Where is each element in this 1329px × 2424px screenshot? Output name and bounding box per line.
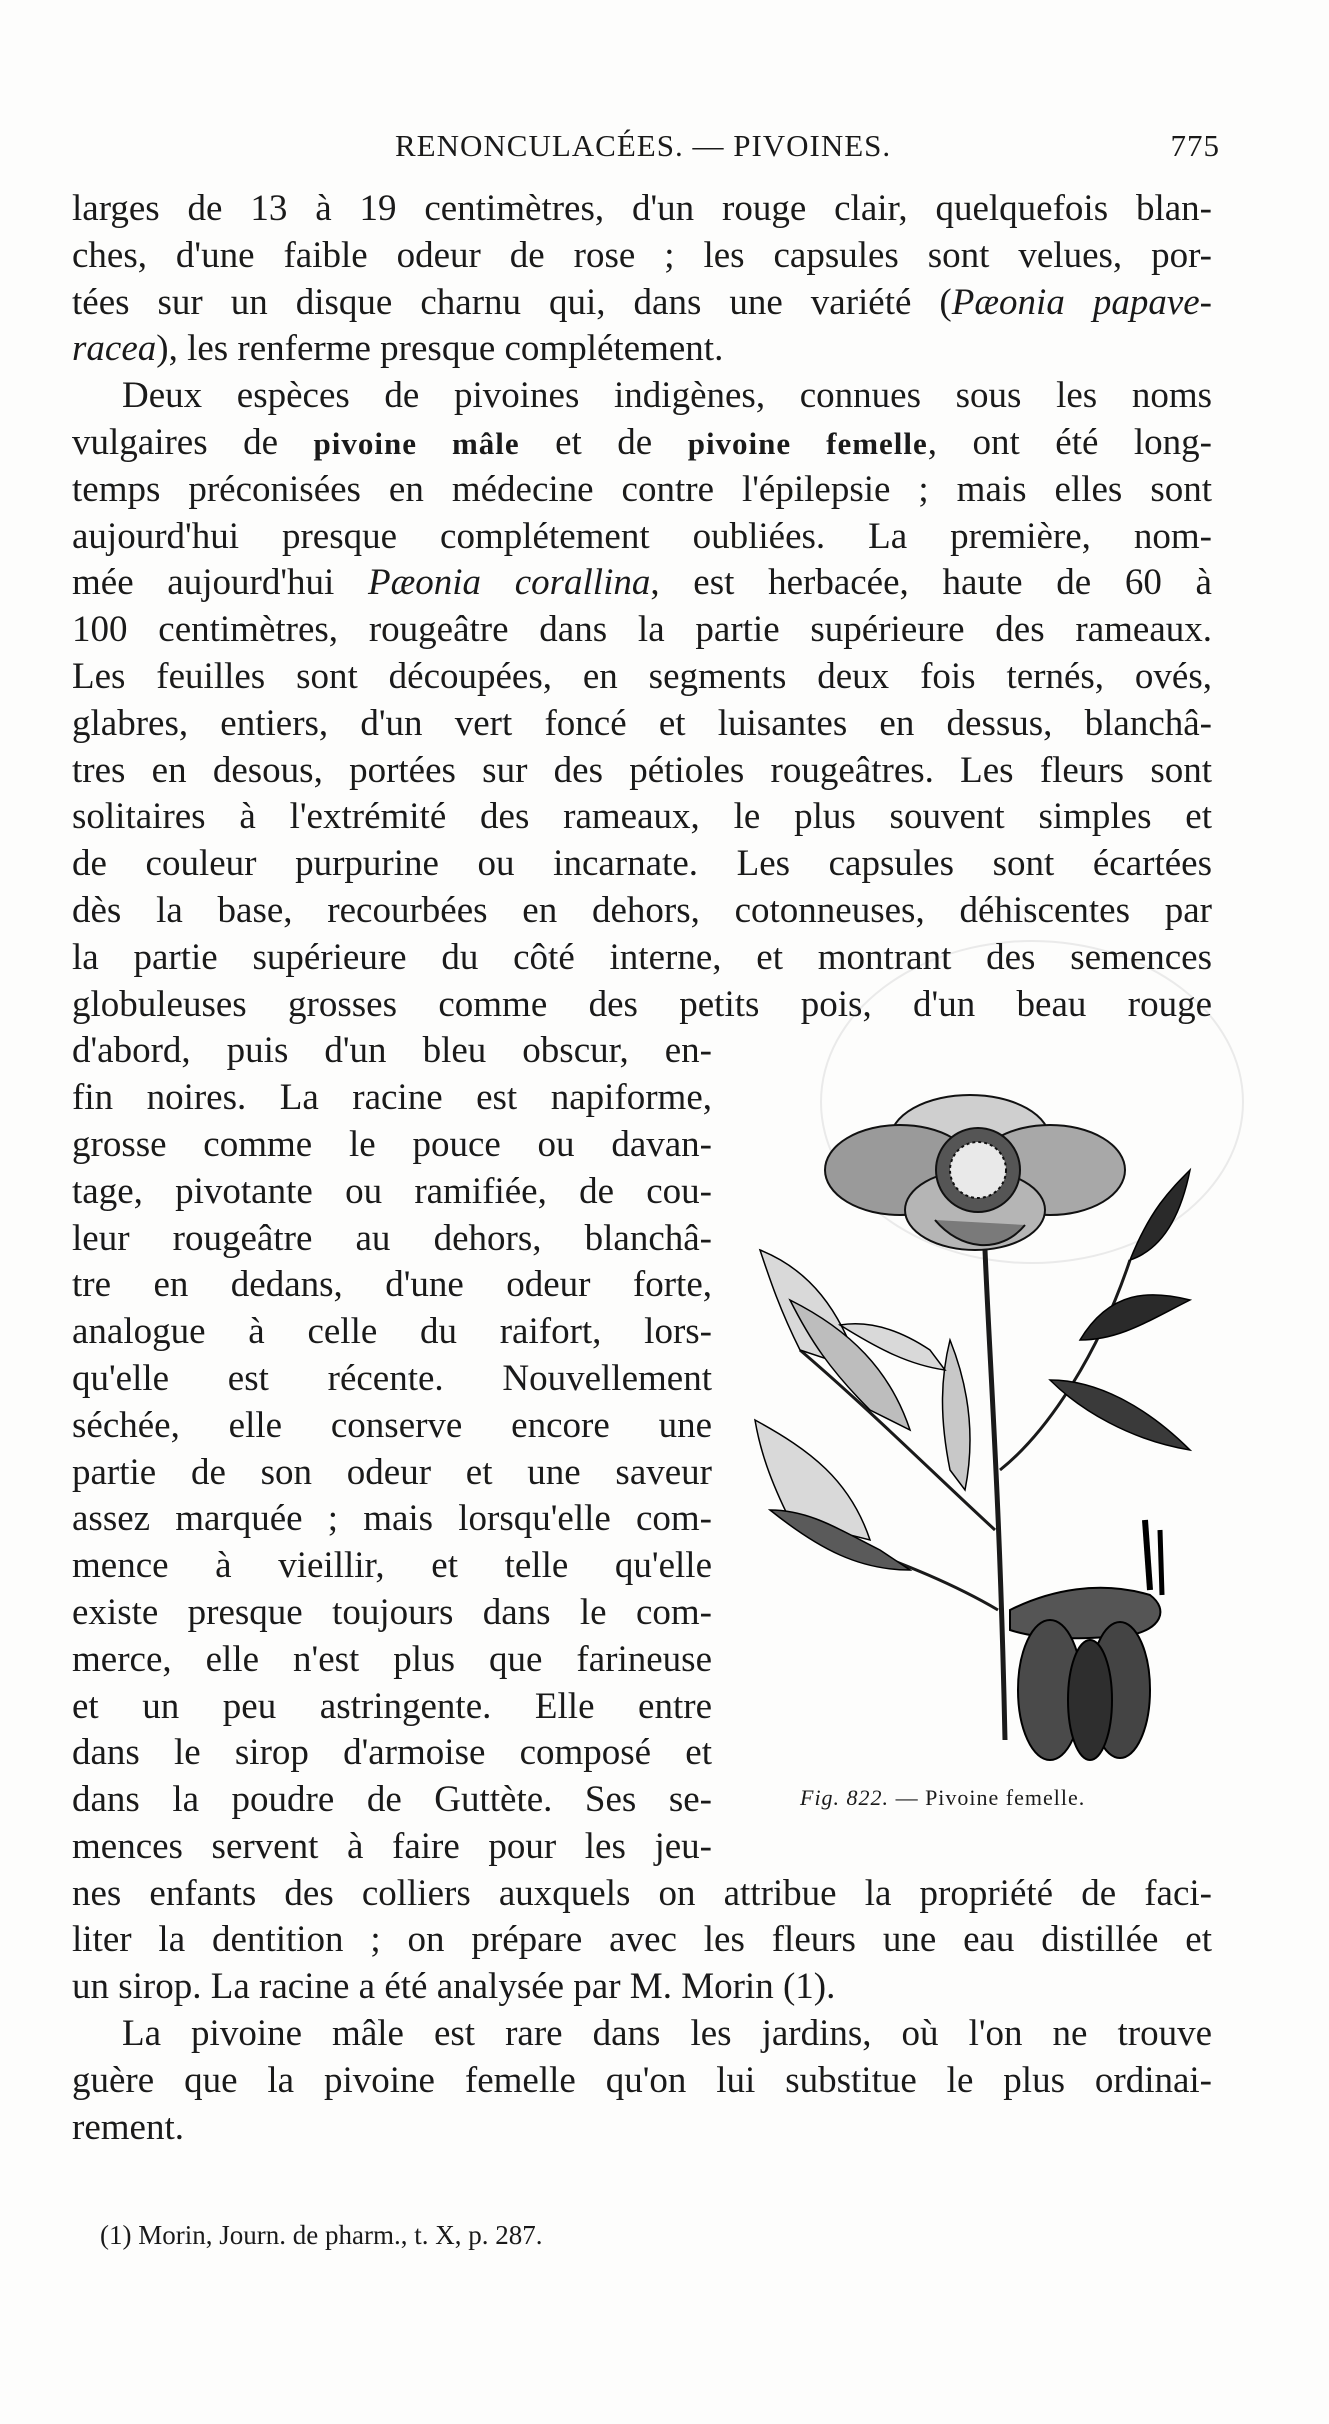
page-number: 775 <box>1170 128 1220 163</box>
text-line: globuleuses grosses comme des petits pois, d'un beau rouge <box>72 983 1212 1025</box>
figure-caption-text: — Pivoine femelle. <box>895 1785 1086 1810</box>
text-line: racea), les renferme presque complétement. <box>72 328 724 370</box>
text-line: glabres, entiers, d'un vert foncé et luisantes en dessus, blanchâ- <box>72 702 1212 744</box>
running-title: RENONCULACÉES. — PIVOINES. <box>395 128 892 163</box>
text-line: qu'elle est récente. Nouvellement <box>72 1357 712 1399</box>
text-line: analogue à celle du raifort, lors- <box>72 1311 712 1353</box>
text-line: nes enfants des colliers auxquels on attribue la propriété de faci- <box>72 1872 1212 1914</box>
text-line: La pivoine mâle est rare dans les jardins, où l'on ne trouve <box>122 2013 1212 2055</box>
footnote: (1) Morin, Journ. de pharm., t. X, p. 287. <box>100 2220 543 2250</box>
peony-illustration <box>750 1050 1220 1785</box>
text-line: grosse comme le pouce ou davan- <box>72 1123 712 1165</box>
text-line: 100 centimètres, rougeâtre dans la partie supérieure des rameaux. <box>72 609 1212 651</box>
text-line: larges de 13 à 19 centimètres, d'un rouge clair, quelquefois blan- <box>72 188 1212 229</box>
text-line: la partie supérieure du côté interne, et montrant des semences <box>72 936 1212 978</box>
text-line: aujourd'hui presque complétement oubliées. La première, nom- <box>72 515 1212 557</box>
text-line: séchée, elle conserve encore une <box>72 1404 712 1446</box>
figure-number: Fig. 822. <box>800 1785 890 1810</box>
text-line: existe presque toujours dans le com- <box>72 1591 712 1633</box>
text-line: tre en dedans, d'une odeur forte, <box>72 1264 712 1306</box>
text-line: vulgaires de pivoine mâle et de pivoine femelle, ont été long- <box>72 421 1212 463</box>
text-line: rement. <box>72 2106 184 2148</box>
text-line: et un peu astringente. Elle entre <box>72 1685 712 1727</box>
text-line: dans la poudre de Guttète. Ses se- <box>72 1779 712 1821</box>
text-line: guère que la pivoine femelle qu'on lui substitue le plus ordinai- <box>72 2059 1212 2101</box>
text-line: dès la base, recourbées en dehors, cotonneuses, déhiscentes par <box>72 889 1212 931</box>
text-line: fin noires. La racine est napiforme, <box>72 1077 712 1119</box>
text-line: solitaires à l'extrémité des rameaux, le plus souvent simples et <box>72 796 1212 838</box>
flower-head <box>825 1095 1125 1250</box>
text-line: dans le sirop d'armoise composé et <box>72 1732 712 1774</box>
text-line: assez marquée ; mais lorsqu'elle com- <box>72 1498 712 1540</box>
text-line: de couleur purpurine ou incarnate. Les capsules sont écartées <box>72 843 1212 885</box>
running-head <box>70 128 1220 172</box>
text-line: d'abord, puis d'un bleu obscur, en- <box>72 1030 712 1072</box>
text-line: temps préconisées en médecine contre l'épilepsie ; mais elles sont <box>72 468 1212 510</box>
text-line: ches, d'une faible odeur de rose ; les capsules sont velues, por- <box>72 234 1212 276</box>
text-line: tées sur un disque charnu qui, dans une variété (Pæonia papave- <box>72 281 1212 323</box>
text-line: merce, elle n'est plus que farineuse <box>72 1638 712 1680</box>
term-pivoine-male: pivoine mâle <box>313 425 520 461</box>
text-line: tage, pivotante ou ramifiée, de cou- <box>72 1170 712 1212</box>
text-line: mences servent à faire pour les jeu- <box>72 1825 712 1867</box>
text-line: liter la dentition ; on prépare avec les fleurs une eau distillée et <box>72 1919 1212 1961</box>
text-line: Deux espèces de pivoines indigènes, connues sous les noms <box>122 375 1212 417</box>
term-pivoine-femelle: pivoine femelle <box>687 425 928 461</box>
text-line: leur rougeâtre au dehors, blanchâ- <box>72 1217 712 1259</box>
text-line: tres en desous, portées sur des pétioles rougeâtres. Les fleurs sont <box>72 749 1212 791</box>
text-line: mence à vieillir, et telle qu'elle <box>72 1545 712 1587</box>
text-line: mée aujourd'hui Pæonia corallina, est herbacée, haute de 60 à <box>72 562 1212 604</box>
text-line: partie de son odeur et une saveur <box>72 1451 712 1493</box>
figure-caption <box>800 1785 1220 1811</box>
text-line: un sirop. La racine a été analysée par M. Morin (1). <box>72 1966 836 2008</box>
text-line: Les feuilles sont découpées, en segments deux fois ternés, ovés, <box>72 655 1212 697</box>
